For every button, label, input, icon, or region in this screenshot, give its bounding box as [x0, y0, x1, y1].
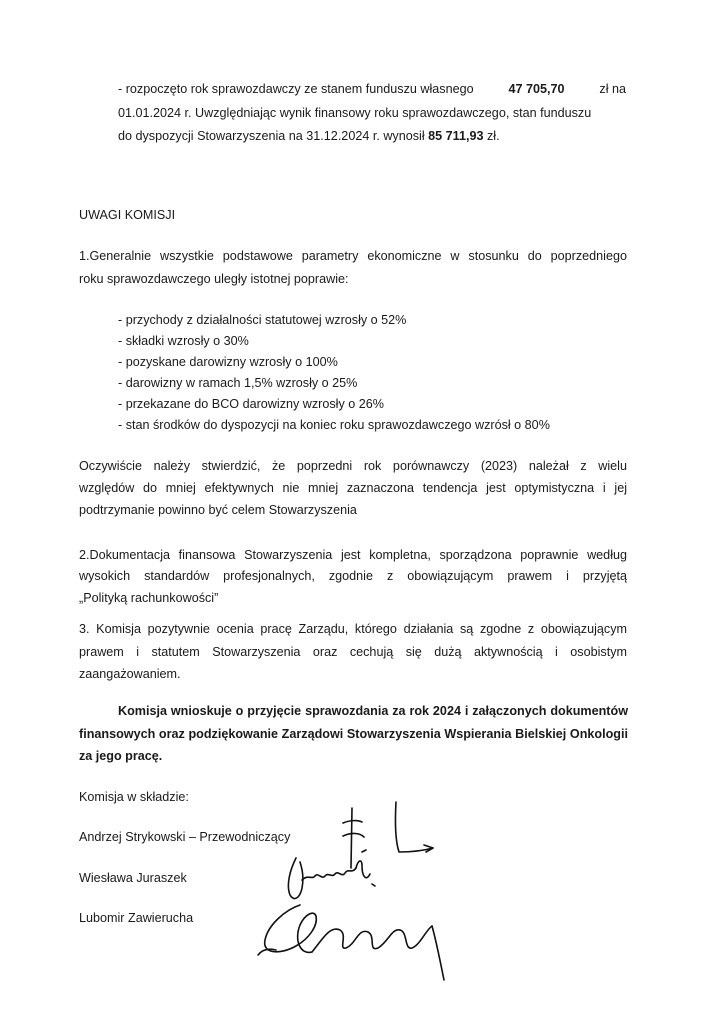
- intro-amount-closing: 85 711,93: [428, 129, 484, 143]
- bullet-item: - składki wzrosły o 30%: [118, 334, 249, 348]
- intro-text-3a: do dyspozycji Stowarzyszenia na 31.12.2024 r. wynosił: [118, 129, 425, 143]
- bullet-item: - pozyskane darowizny wzrosły o 100%: [118, 355, 338, 369]
- intro-amount-opening: 47 705,70: [508, 82, 565, 96]
- section-heading: UWAGI KOMISJI: [79, 208, 176, 222]
- comment-line-3: podtrzymanie powinno być celem Stowarzyszenia: [79, 503, 357, 517]
- point3-line-3: zaangażowaniem.: [79, 667, 181, 681]
- intro-text-3b: zł.: [486, 129, 500, 143]
- committee-member: Wiesława Juraszek: [79, 871, 187, 885]
- point1-line-1: 1.Generalnie wszystkie podstawowe parametry ekonomiczne w stosunku do poprzedniego: [79, 249, 627, 263]
- signature-chair: [343, 802, 433, 868]
- point2-line-2: wysokich standardów profesjonalnych, zgodnie z obowiązującym prawem i przyjętą: [79, 569, 627, 583]
- point2-line-1: 2.Dokumentacja finansowa Stowarzyszenia jest kompletna, sporządzona poprawnie według: [79, 548, 627, 562]
- bullet-item: - przekazane do BCO darowizny wzrosły o 26%: [118, 397, 384, 411]
- signature-member-3: [258, 905, 444, 980]
- conclusion-line-2: finansowych oraz podziękowanie Zarządowi Stowarzyszenia Wspierania Bielskiej Onkologii: [79, 727, 628, 741]
- comment-line-1: Oczywiście należy stwierdzić, że poprzedni rok porównawczy (2023) należał z wielu: [79, 459, 627, 473]
- intro-text-1b: zł na: [599, 82, 626, 96]
- comment-line-2: względów do mniej efektywnych nie mniej zaznaczona tendencja jest optymistyczna i jej: [79, 481, 627, 495]
- signature-member-2: [288, 850, 375, 899]
- intro-text-1a: - rozpoczęto rok sprawozdawczy ze stanem funduszu własnego: [118, 82, 474, 96]
- committee-member-chair: Andrzej Strykowski – Przewodniczący: [79, 830, 291, 844]
- intro-text-2: 01.01.2024 r. Uwzględniając wynik finansowy roku sprawozdawczego, stan funduszu: [118, 106, 592, 120]
- conclusion-line-3: za jego pracę.: [79, 749, 163, 763]
- point2-line-3: „Polityką rachunkowości”: [79, 591, 219, 605]
- conclusion-line-1: Komisja wnioskuje o przyjęcie sprawozdania za rok 2024 i załączonych dokumentów: [118, 704, 628, 718]
- point3-line-1: 3. Komisja pozytywnie ocenia pracę Zarządu, którego działania są zgodne z obowiązującym: [79, 622, 627, 636]
- bullet-item: - darowizny w ramach 1,5% wzrosły o 25%: [118, 376, 358, 390]
- point1-line-2: roku sprawozdawczego uległy istotnej poprawie:: [79, 272, 349, 286]
- point3-line-2: prawem i statutem Stowarzyszenia oraz cechują się dużą aktywnością i osobistym: [79, 645, 627, 659]
- bullet-item: - przychody z działalności statutowej wzrosły o 52%: [118, 313, 407, 327]
- committee-heading: Komisja w składzie:: [79, 790, 189, 804]
- committee-member: Lubomir Zawierucha: [79, 911, 194, 925]
- bullet-item: - stan środków do dyspozycji na koniec roku sprawozdawczego wzrósł o 80%: [118, 418, 550, 432]
